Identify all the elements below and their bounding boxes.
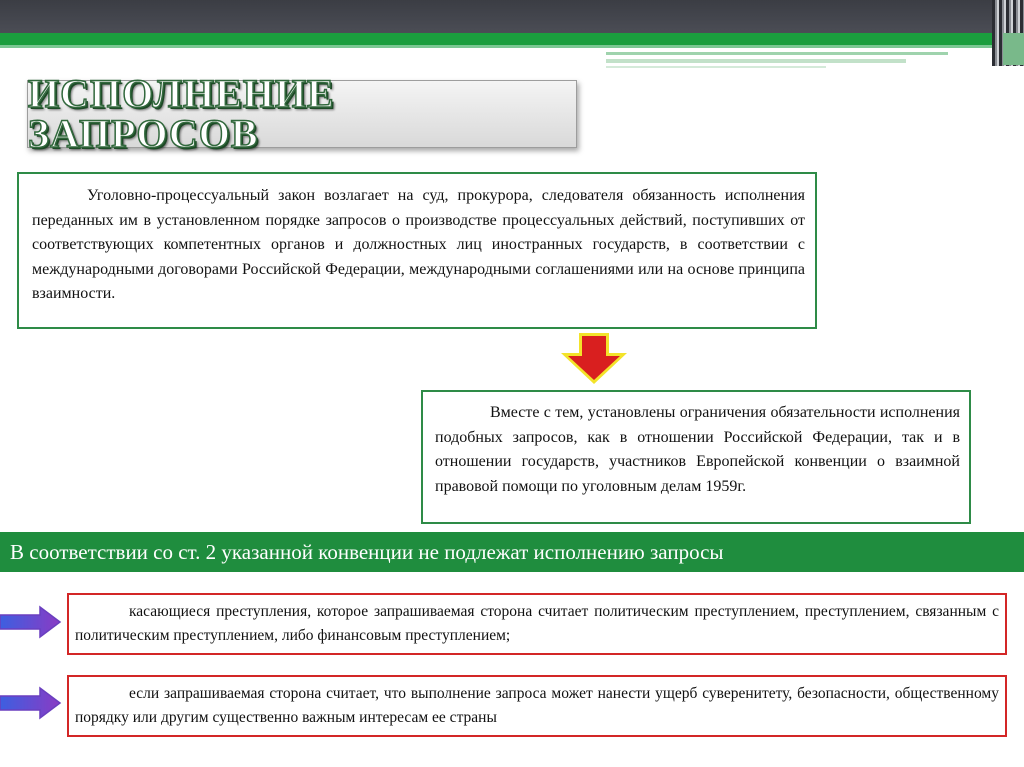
list-item	[67, 675, 1007, 737]
header-accent-line	[606, 52, 948, 55]
slide-title-box	[27, 71, 577, 156]
convention-banner: В соответствии со ст. 2 указанной конвенции не подлежат исполнению запросы	[0, 532, 1024, 572]
restriction-paragraph: Вместе с тем, установлены ограничения обязательности исполнения подобных запросов, как в отношении Российской Федерации, так и в отношении государств, участников Европейской конвенции о взаимной правовой помощи по уголовным делам 1959г.	[435, 404, 960, 495]
list-item	[67, 593, 1007, 655]
header-green-band	[0, 33, 1024, 45]
restriction-paragraph-box	[421, 390, 971, 524]
right-arrow-icon	[0, 686, 62, 720]
intro-paragraph: Уголовно-процессуальный закон возлагает на суд, прокурора, следователя обязанность исполнения переданных им в установленном порядке запросов о производстве процессуальных действий, поступивших от соответствующих компетентных органов и должностных лиц иностранных государств, в соответствии с международными договорами Российской Федерации, международными соглашениями или на основе принципа взаимности.	[32, 187, 805, 302]
down-arrow-icon	[558, 331, 630, 386]
intro-paragraph-box	[17, 172, 817, 329]
list-item-text: если запрашиваемая сторона считает, что выполнение запроса может нанести ущерб суверенитету, безопасности, общественному порядку или другим существенно важным интересам ее страны	[75, 685, 999, 726]
list-item-text: касающиеся преступления, которое запрашиваемая сторона считает политическим преступлением, преступлением, связанным с политическим преступлением, либо финансовым преступлением;	[75, 603, 999, 644]
right-arrow-icon	[0, 605, 62, 639]
header-accent-line	[606, 66, 826, 68]
slide-title: ИСПОЛНЕНИЕ ЗАПРОСОВ	[28, 71, 335, 156]
header-side-green	[1003, 33, 1024, 65]
header-accent-line	[606, 59, 906, 63]
header-green-underline	[0, 45, 1024, 48]
header-dark-band	[0, 0, 1024, 33]
